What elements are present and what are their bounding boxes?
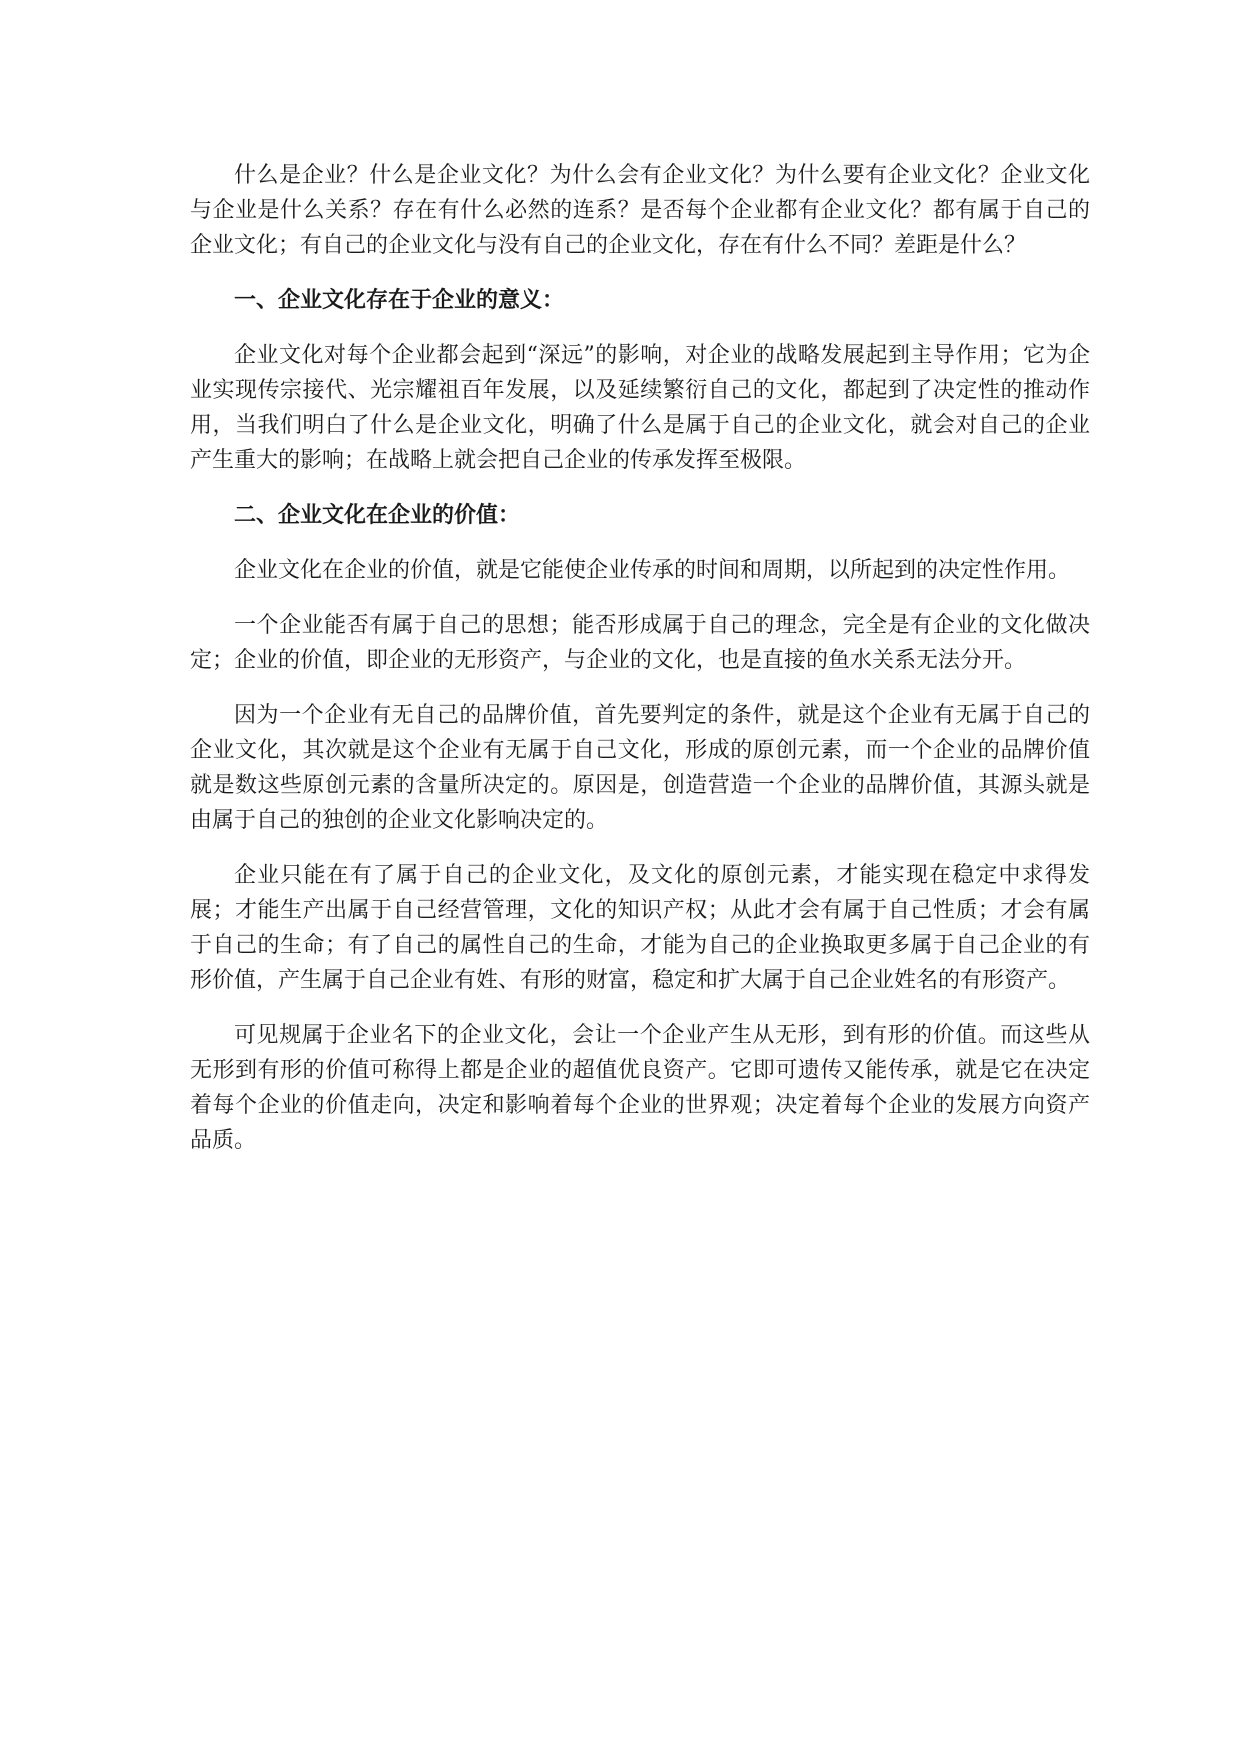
section-1-paragraph: 企业文化对每个企业都会起到“深远”的影响，对企业的战略发展起到主导作用；它为企业实现传宗接代、光宗耀祖百年发展，以及延续繁衍自己的文化，都起到了决定性的推动作用，当我们明白了什么是企业文化，明确了什么是属于自己的企业文化，就会对自己的企业产生重大的影响；在战略上就会把自己企业的传承发挥至极限。: [190, 343, 1090, 473]
section-2-paragraph-1: 企业文化在企业的价值，就是它能使企业传承的时间和周期，以所起到的决定性作用。: [234, 558, 1071, 583]
section-2-paragraph-4: 企业只能在有了属于自己的企业文化，及文化的原创元素，才能实现在稳定中求得发展；才能生产出属于自己经营管理，文化的知识产权；从此才会有属于自己性质；才会有属于自己的生命；有了自己的属性自己的生命，才能为自己的企业换取更多属于自己企业的有形价值，产生属于自己企业有姓、有形的财富，稳定和扩大属于自己企业姓名的有形资产。: [190, 863, 1090, 993]
section-2-paragraph-5: 可见规属于企业名下的企业文化，会让一个企业产生从无形，到有形的价值。而这些从无形到有形的价值可称得上都是企业的超值优良资产。它即可遗传又能传承，就是它在决定着每个企业的价值走向，决定和影响着每个企业的世界观；决定着每个企业的发展方向资产品质。: [190, 1023, 1090, 1153]
section-2-paragraph-3: 因为一个企业有无自己的品牌价值，首先要判定的条件，就是这个企业有无属于自己的企业文化，其次就是这个企业有无属于自己文化，形成的原创元素，而一个企业的品牌价值就是数这些原创元素的含量所决定的。原因是，创造营造一个企业的品牌价值，其源头就是由属于自己的独创的企业文化影响决定的。: [190, 703, 1090, 833]
intro-paragraph: 什么是企业？什么是企业文化？为什么会有企业文化？为什么要有企业文化？企业文化与企业是什么关系？存在有什么必然的连系？是否每个企业都有企业文化？都有属于自己的企业文化；有自己的企业文化与没有自己的企业文化，存在有什么不同？差距是什么？: [190, 163, 1090, 258]
section-2-paragraph-2: 一个企业能否有属于自己的思想；能否形成属于自己的理念，完全是有企业的文化做决定；企业的价值，即企业的无形资产，与企业的文化，也是直接的鱼水关系无法分开。: [190, 613, 1090, 673]
section-2-heading: 二、企业文化在企业的价值：: [234, 503, 521, 528]
section-1-heading: 一、企业文化存在于企业的意义：: [234, 288, 565, 313]
document-page: [190, 158, 1090, 1178]
